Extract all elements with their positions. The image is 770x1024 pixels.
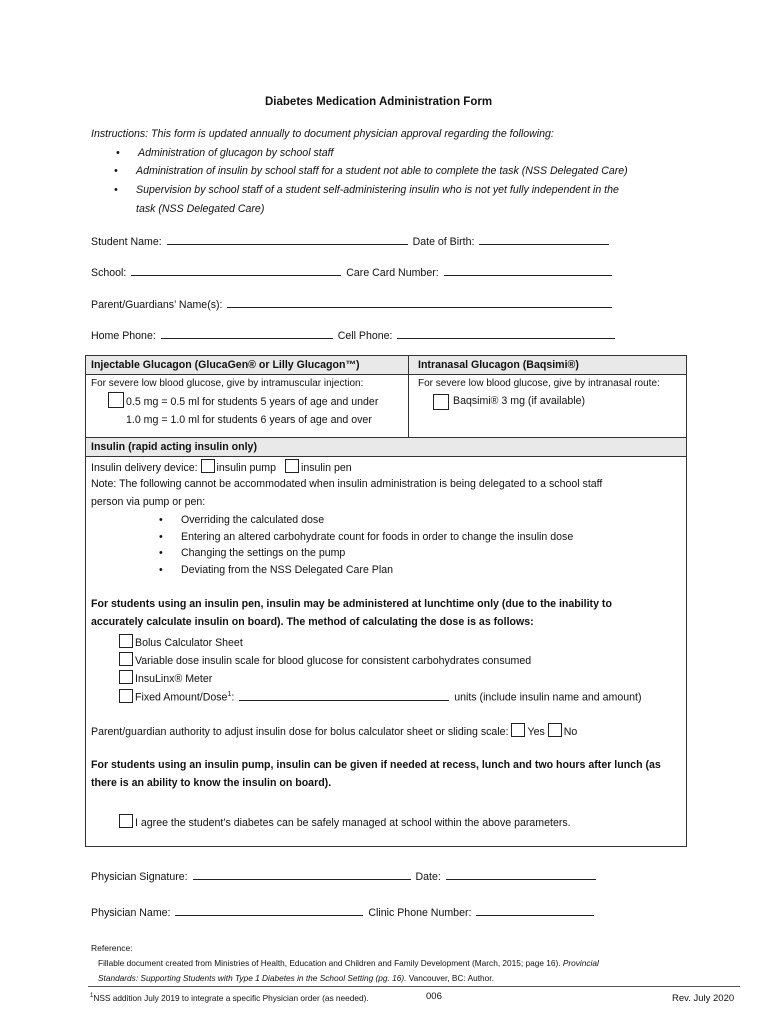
method-insulinx-row xyxy=(119,670,212,686)
reference-line-1 xyxy=(98,957,599,970)
method-fixed-row: Fixed Amount/Dose$^1$: units (include insulin name and amount) xyxy=(119,688,641,705)
table-top-border xyxy=(85,355,687,356)
footer-rule xyxy=(88,986,740,987)
form-title: Diabetes Medication Administration Form xyxy=(265,96,493,108)
cell-phone-field[interactable] xyxy=(397,328,615,339)
instructions-intro: Instructions: This form is updated annually to document physician approval regarding the following: xyxy=(91,128,554,140)
physician-name-row xyxy=(91,905,596,920)
instruction-item-1: • Administration of glucagon by school staff xyxy=(138,147,334,160)
physician-name-label: Physician Name: xyxy=(91,907,171,919)
agreement-checkbox[interactable] xyxy=(119,814,133,828)
glucagon-column-divider xyxy=(408,355,409,438)
authority-yes-label: Yes xyxy=(527,726,545,738)
reference-line-2 xyxy=(98,972,494,985)
home-phone-label: Home Phone: xyxy=(91,330,156,342)
authority-label: Parent/guardian authority to adjust insulin dose for bolus calculator sheet or sliding scale: xyxy=(91,726,509,738)
parent-names-field[interactable] xyxy=(227,297,612,308)
glucagon-dose-checkbox[interactable] xyxy=(108,392,124,408)
restriction-item-3: • Changing the settings on the pump xyxy=(181,547,345,560)
fixed-amount-units-label: units (include insulin name and amount) xyxy=(454,691,642,704)
insulinx-meter-checkbox[interactable] xyxy=(119,670,133,684)
instruction-item-2: • Administration of insulin by school staff for a student not able to complete the task (NSS Delegated Care) xyxy=(136,165,628,178)
parent-names-label: Parent/Guardians’ Name(s): xyxy=(91,299,223,311)
insulin-note-line-2: person via pump or pen: xyxy=(91,496,206,508)
bolus-calculator-label: Bolus Calculator Sheet xyxy=(135,637,243,649)
injectable-note: For severe low blood glucose, give by intramuscular injection: xyxy=(91,378,364,389)
variable-dose-label: Variable dose insulin scale for blood glucose for consistent carbohydrates consumed xyxy=(135,655,532,667)
pen-instructions-line-1: For students using an insulin pen, insulin may be administered at lunchtime only (due to the inability to xyxy=(91,598,612,610)
insulinx-meter-label: InsuLinx® Meter xyxy=(135,673,213,685)
restriction-item-2: • Entering an altered carbohydrate count for foods in order to change the insulin dose xyxy=(181,531,573,544)
authority-row xyxy=(91,723,577,739)
home-phone-field[interactable] xyxy=(161,328,333,339)
fixed-footnote-marker: 1 xyxy=(227,691,232,698)
student-name-row xyxy=(91,234,611,249)
fixed-amount-label: Fixed Amount/Dose xyxy=(135,691,228,704)
injectable-glucagon-header: Injectable Glucagon (GlucaGen® or Lilly Glucagon™) xyxy=(91,359,360,371)
restriction-item-4: • Deviating from the NSS Delegated Care Plan xyxy=(181,564,393,577)
dob-field[interactable] xyxy=(479,234,609,245)
school-row xyxy=(91,265,614,280)
reference-label: Reference: xyxy=(91,943,133,953)
insulin-header-border xyxy=(85,456,687,457)
glucagon-bottom-border xyxy=(85,437,687,438)
insulin-device-row xyxy=(91,459,352,475)
insulin-note-line-1: Note: The following cannot be accommodated when insulin administration is being delegated to a school staff xyxy=(91,478,603,490)
baqsimi-label: Baqsimi® 3 mg (if available) xyxy=(453,395,586,407)
variable-dose-checkbox[interactable] xyxy=(119,652,133,666)
fixed-amount-checkbox[interactable] xyxy=(119,689,133,703)
table-left-border xyxy=(85,355,86,847)
authority-no-checkbox[interactable] xyxy=(548,723,562,737)
clinic-phone-field[interactable] xyxy=(476,905,594,916)
footnote-marker: 1 xyxy=(90,993,94,999)
reference-line-2-text: Vancouver, BC: Author. xyxy=(408,973,494,983)
glucagon-header-border xyxy=(85,374,687,375)
insulin-pen-label: insulin pen xyxy=(300,462,352,474)
physician-signature-field[interactable] xyxy=(193,869,411,880)
footnote-text: NSS addition July 2019 to integrate a specific Physician order (as needed). xyxy=(93,992,369,1003)
bolus-calculator-checkbox[interactable] xyxy=(119,634,133,648)
pump-instructions-line-2: there is an ability to know the insulin on board). xyxy=(91,777,332,789)
footnote xyxy=(90,990,369,1005)
form-code: 006 xyxy=(426,991,442,1002)
insulin-pump-label: insulin pump xyxy=(216,462,277,474)
authority-no-label: No xyxy=(563,726,578,738)
phone-row xyxy=(91,328,617,343)
baqsimi-checkbox[interactable] xyxy=(433,394,449,410)
table-right-border xyxy=(686,355,687,847)
care-card-label: Care Card Number: xyxy=(346,267,439,279)
physician-name-field[interactable] xyxy=(175,905,363,916)
restriction-item-1: • Overriding the calculated dose xyxy=(181,514,324,527)
instruction-item-3-cont: task (NSS Delegated Care) xyxy=(136,203,265,215)
physician-signature-row xyxy=(91,869,598,884)
intranasal-note: For severe low blood glucose, give by intranasal route: xyxy=(418,378,660,389)
dob-label: Date of Birth: xyxy=(412,236,475,248)
table-bottom-border xyxy=(85,846,687,847)
care-card-field[interactable] xyxy=(444,265,612,276)
dose-0-5-label: 0.5 mg = 0.5 ml for students 5 years of age and under xyxy=(126,396,379,408)
reference-line-2-italic: Standards: Supporting Students with Type 1 Diabetes in the School Setting (pg. 16). xyxy=(98,973,407,983)
student-name-label: Student Name: xyxy=(91,236,162,248)
school-field[interactable] xyxy=(131,265,341,276)
reference-line-1-italic: Provincial xyxy=(562,958,599,968)
dose-1-0-label: 1.0 mg = 1.0 ml for students 6 years of age and over xyxy=(126,414,372,426)
parent-row xyxy=(91,297,614,312)
physician-date-field[interactable] xyxy=(446,869,596,880)
student-name-field[interactable] xyxy=(167,234,408,245)
fixed-amount-field[interactable] xyxy=(239,690,449,701)
reference-line-1-text: Fillable document created from Ministries of Health, Education and Children and Family Development (March, 2015; page 16). xyxy=(98,958,561,968)
insulin-pump-checkbox[interactable] xyxy=(201,459,215,473)
authority-yes-checkbox[interactable] xyxy=(511,723,525,737)
physician-signature-label: Physician Signature: xyxy=(91,871,188,883)
method-bolus-row xyxy=(119,634,243,650)
agreement-label: I agree the student’s diabetes can be safely managed at school within the above parameters. xyxy=(135,817,571,829)
physician-date-label: Date: xyxy=(415,871,441,883)
agreement-row xyxy=(119,814,571,830)
school-label: School: xyxy=(91,267,127,279)
instruction-item-3: • Supervision by school staff of a student self-administering insulin who is not yet fully independent in the xyxy=(136,184,619,197)
revision-date: Rev. July 2020 xyxy=(672,993,735,1004)
pump-instructions-line-1: For students using an insulin pump, insulin can be given if needed at recess, lunch and two hours after lunch (as xyxy=(91,759,661,771)
insulin-device-label: Insulin delivery device: xyxy=(91,462,198,474)
insulin-header: Insulin (rapid acting insulin only) xyxy=(91,441,257,453)
clinic-phone-label: Clinic Phone Number: xyxy=(368,907,472,919)
cell-phone-label: Cell Phone: xyxy=(337,330,393,342)
pen-instructions-line-2: accurately calculate insulin on board). The method of calculating the dose is as follows: xyxy=(91,616,534,628)
method-variable-row xyxy=(119,652,531,668)
insulin-pen-checkbox[interactable] xyxy=(285,459,299,473)
intranasal-glucagon-header: Intranasal Glucagon (Baqsimi®) xyxy=(418,359,579,371)
